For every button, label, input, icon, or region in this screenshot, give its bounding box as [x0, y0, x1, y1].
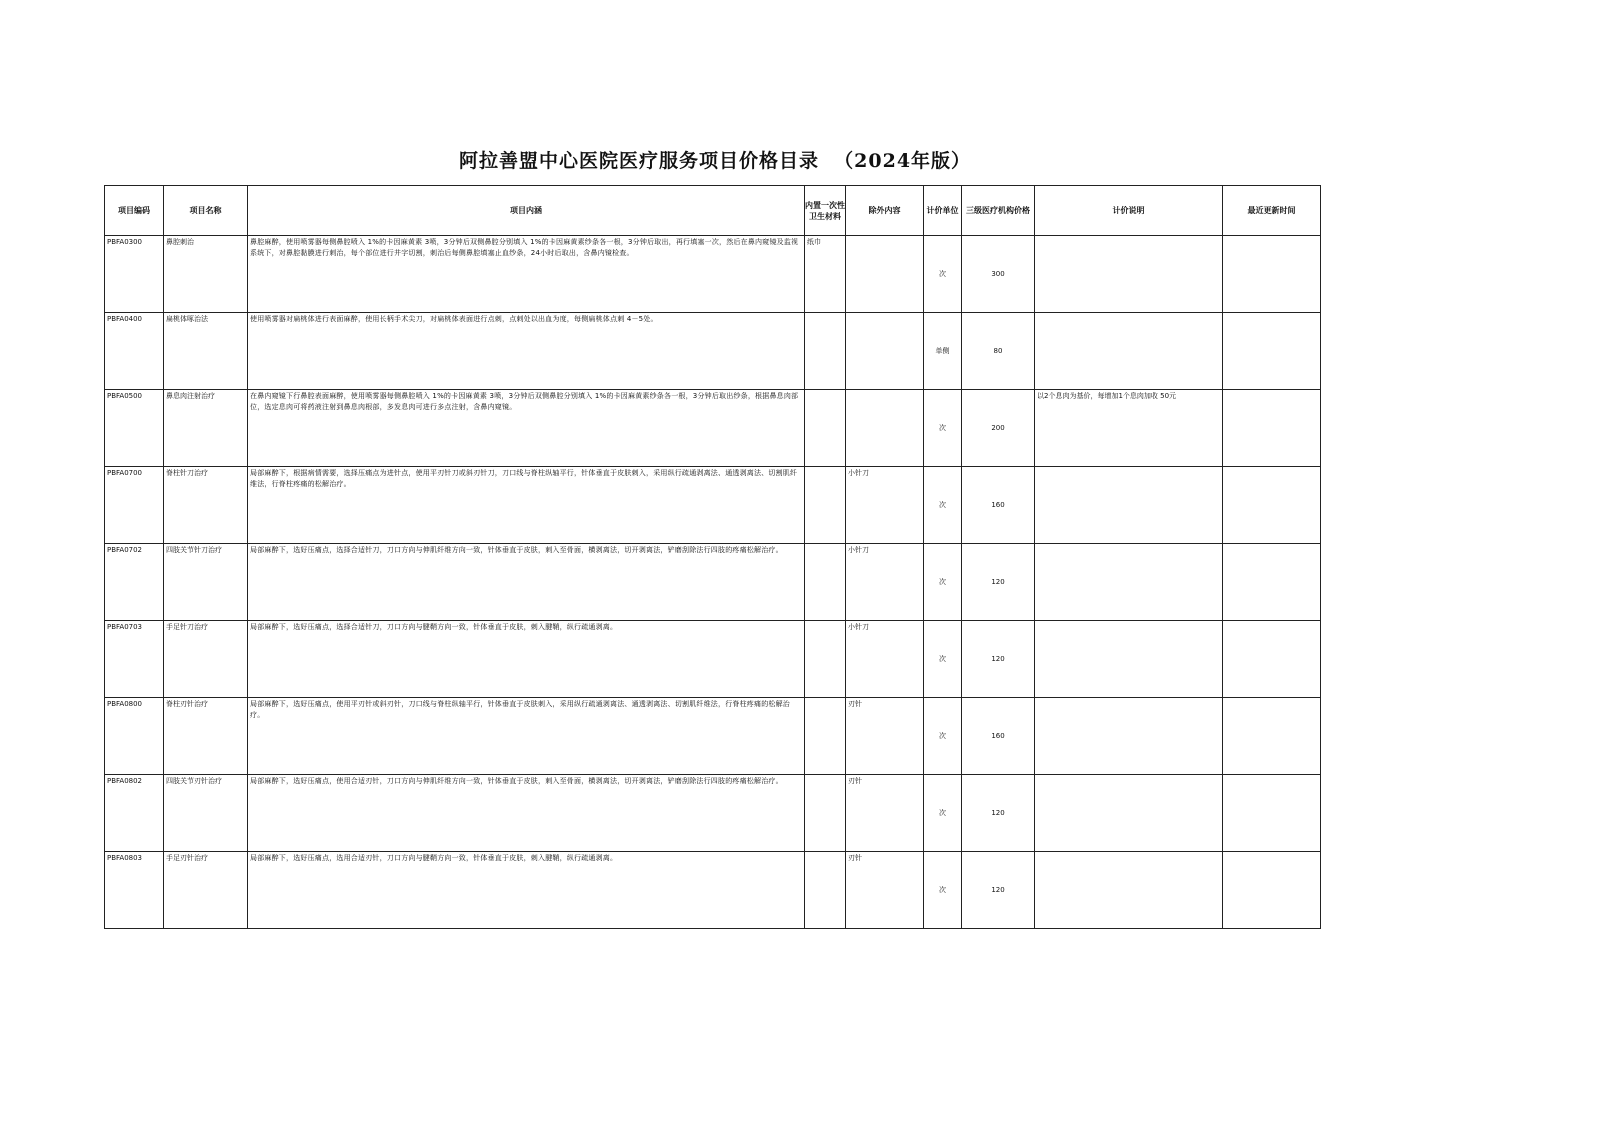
cell-notes: [1035, 698, 1223, 775]
cell-price: 300: [962, 236, 1035, 313]
page-title: 阿拉善盟中心医院医疗服务项目价格目录 （2024年版）: [458, 150, 972, 172]
cell-price: 160: [962, 698, 1035, 775]
cell-unit: 次: [924, 621, 962, 698]
cell-consumables: [805, 621, 846, 698]
cell-content: 局部麻醉下，选好压痛点，使用平刃针或斜刃针，刀口线与脊柱纵轴平行，针体垂直于皮肤刺入，采用纵行疏通剥离法、通透剥离法、切割肌纤维法，行脊柱疼痛的松解治疗。: [248, 698, 805, 775]
cell-excluded: 刃针: [846, 775, 924, 852]
cell-code: PBFA0703: [105, 621, 164, 698]
cell-notes: [1035, 852, 1223, 929]
cell-updated: [1223, 467, 1321, 544]
cell-consumables: [805, 544, 846, 621]
cell-price: 200: [962, 390, 1035, 467]
cell-name: 鼻腔刺治: [164, 236, 248, 313]
cell-updated: [1223, 775, 1321, 852]
cell-name: 四肢关节针刀治疗: [164, 544, 248, 621]
cell-excluded: 小针刀: [846, 544, 924, 621]
header-price: 三级医疗机构价格: [962, 186, 1035, 236]
cell-updated: [1223, 390, 1321, 467]
cell-excluded: 小针刀: [846, 621, 924, 698]
cell-unit: 次: [924, 544, 962, 621]
cell-updated: [1223, 621, 1321, 698]
cell-price: 120: [962, 621, 1035, 698]
header-updated: 最近更新时间: [1223, 186, 1321, 236]
cell-notes: [1035, 621, 1223, 698]
cell-notes: 以2个息肉为基价，每增加1个息肉加收 50元: [1035, 390, 1223, 467]
cell-content: 局部麻醉下，选好压痛点，选择合适针刀，刀口方向与腱鞘方向一致，针体垂直于皮肤，刺入腱鞘，纵行疏通剥离。: [248, 621, 805, 698]
cell-name: 鼻息肉注射治疗: [164, 390, 248, 467]
cell-code: PBFA0400: [105, 313, 164, 390]
cell-code: PBFA0802: [105, 775, 164, 852]
cell-notes: [1035, 544, 1223, 621]
cell-content: 局部麻醉下，选好压痛点，选用合适刃针，刀口方向与腱鞘方向一致，针体垂直于皮肤，刺入腱鞘，纵行疏通剥离。: [248, 852, 805, 929]
cell-excluded: 刃针: [846, 852, 924, 929]
cell-code: PBFA0700: [105, 467, 164, 544]
cell-unit: 次: [924, 698, 962, 775]
cell-code: PBFA0702: [105, 544, 164, 621]
cell-price: 120: [962, 775, 1035, 852]
cell-content: 局部麻醉下，选好压痛点，使用合适刃针，刀口方向与伸肌纤维方向一致，针体垂直于皮肤，刺入至骨面，横剥离法，切开剥离法，铲磨刮除法行四肢的疼痛松解治疗。: [248, 775, 805, 852]
cell-updated: [1223, 852, 1321, 929]
cell-content: 在鼻内窥镜下行鼻腔表面麻醉，使用喷雾器每侧鼻腔喷入 1%的卡因麻黄素 3喷，3分钟后双侧鼻腔分别填入 1%的卡因麻黄素纱条各一根，3分钟后取出纱条，根据鼻息肉部位，选定息肉可将药液注射到鼻息肉根部，多发息肉可进行多点注射，含鼻内窥镜。: [248, 390, 805, 467]
cell-consumables: 纸巾: [805, 236, 846, 313]
table-row: [105, 621, 1321, 698]
cell-consumables: [805, 775, 846, 852]
cell-code: PBFA0803: [105, 852, 164, 929]
table-row: [105, 467, 1321, 544]
cell-name: 手足针刀治疗: [164, 621, 248, 698]
cell-consumables: [805, 852, 846, 929]
cell-name: 扁桃体啄治法: [164, 313, 248, 390]
cell-unit: 次: [924, 467, 962, 544]
table-row: [105, 236, 1321, 313]
cell-code: PBFA0500: [105, 390, 164, 467]
cell-unit: 次: [924, 775, 962, 852]
header-name: 项目名称: [164, 186, 248, 236]
price-catalog-table: [104, 185, 1321, 929]
cell-consumables: [805, 467, 846, 544]
cell-content: 使用喷雾器对扁桃体进行表面麻醉，使用长柄手术尖刀，对扁桃体表面进行点刺，点刺处以出血为度，每侧扁桃体点刺 4－5处。: [248, 313, 805, 390]
cell-unit: 单侧: [924, 313, 962, 390]
cell-updated: [1223, 236, 1321, 313]
cell-consumables: [805, 390, 846, 467]
cell-updated: [1223, 313, 1321, 390]
cell-content: 鼻腔麻醉，使用喷雾器每侧鼻腔喷入 1%的卡因麻黄素 3喷，3分钟后双侧鼻腔分别填入 1%的卡因麻黄素纱条各一根，3分钟后取出，再行填塞一次，然后在鼻内窥镜及监视系统下，对鼻腔黏膜进行刺治，每个部位进行井字切割，刺治后每侧鼻腔填塞止血纱条，24小时后取出，含鼻内镜检查。: [248, 236, 805, 313]
cell-notes: [1035, 236, 1223, 313]
table-row: [105, 544, 1321, 621]
table-row: [105, 313, 1321, 390]
cell-code: PBFA0300: [105, 236, 164, 313]
cell-name: 脊柱针刀治疗: [164, 467, 248, 544]
cell-content: 局部麻醉下，选好压痛点，选择合适针刀，刀口方向与伸肌纤维方向一致，针体垂直于皮肤，刺入至骨面，横剥离法，切开剥离法，铲磨刮除法行四肢的疼痛松解治疗。: [248, 544, 805, 621]
cell-name: 四肢关节刃针治疗: [164, 775, 248, 852]
cell-price: 120: [962, 852, 1035, 929]
cell-price: 160: [962, 467, 1035, 544]
table-row: [105, 390, 1321, 467]
table-row: [105, 852, 1321, 929]
cell-notes: [1035, 775, 1223, 852]
cell-unit: 次: [924, 236, 962, 313]
cell-name: 脊柱刃针治疗: [164, 698, 248, 775]
header-code: 项目编码: [105, 186, 164, 236]
table-header-row: [105, 186, 1321, 236]
cell-excluded: 小针刀: [846, 467, 924, 544]
cell-consumables: [805, 698, 846, 775]
cell-unit: 次: [924, 390, 962, 467]
cell-notes: [1035, 467, 1223, 544]
cell-excluded: 刃针: [846, 698, 924, 775]
cell-code: PBFA0800: [105, 698, 164, 775]
cell-unit: 次: [924, 852, 962, 929]
cell-excluded: [846, 390, 924, 467]
header-unit: 计价单位: [924, 186, 962, 236]
cell-excluded: [846, 313, 924, 390]
cell-updated: [1223, 698, 1321, 775]
header-content: 项目内涵: [248, 186, 805, 236]
table-row: [105, 698, 1321, 775]
header-consumables: 内置一次性卫生材料: [805, 186, 846, 236]
header-notes: 计价说明: [1035, 186, 1223, 236]
cell-updated: [1223, 544, 1321, 621]
cell-content: 局部麻醉下，根据病情需要，选择压痛点为进针点，使用平刃针刀或斜刃针刀，刀口线与脊柱纵轴平行，针体垂直于皮肤刺入，采用纵行疏通剥离法、通透剥离法、切割肌纤维法，行脊柱疼痛的松解治疗。: [248, 467, 805, 544]
table-row: [105, 775, 1321, 852]
cell-excluded: [846, 236, 924, 313]
cell-price: 80: [962, 313, 1035, 390]
cell-notes: [1035, 313, 1223, 390]
cell-consumables: [805, 313, 846, 390]
header-excluded: 除外内容: [846, 186, 924, 236]
cell-price: 120: [962, 544, 1035, 621]
cell-name: 手足刃针治疗: [164, 852, 248, 929]
